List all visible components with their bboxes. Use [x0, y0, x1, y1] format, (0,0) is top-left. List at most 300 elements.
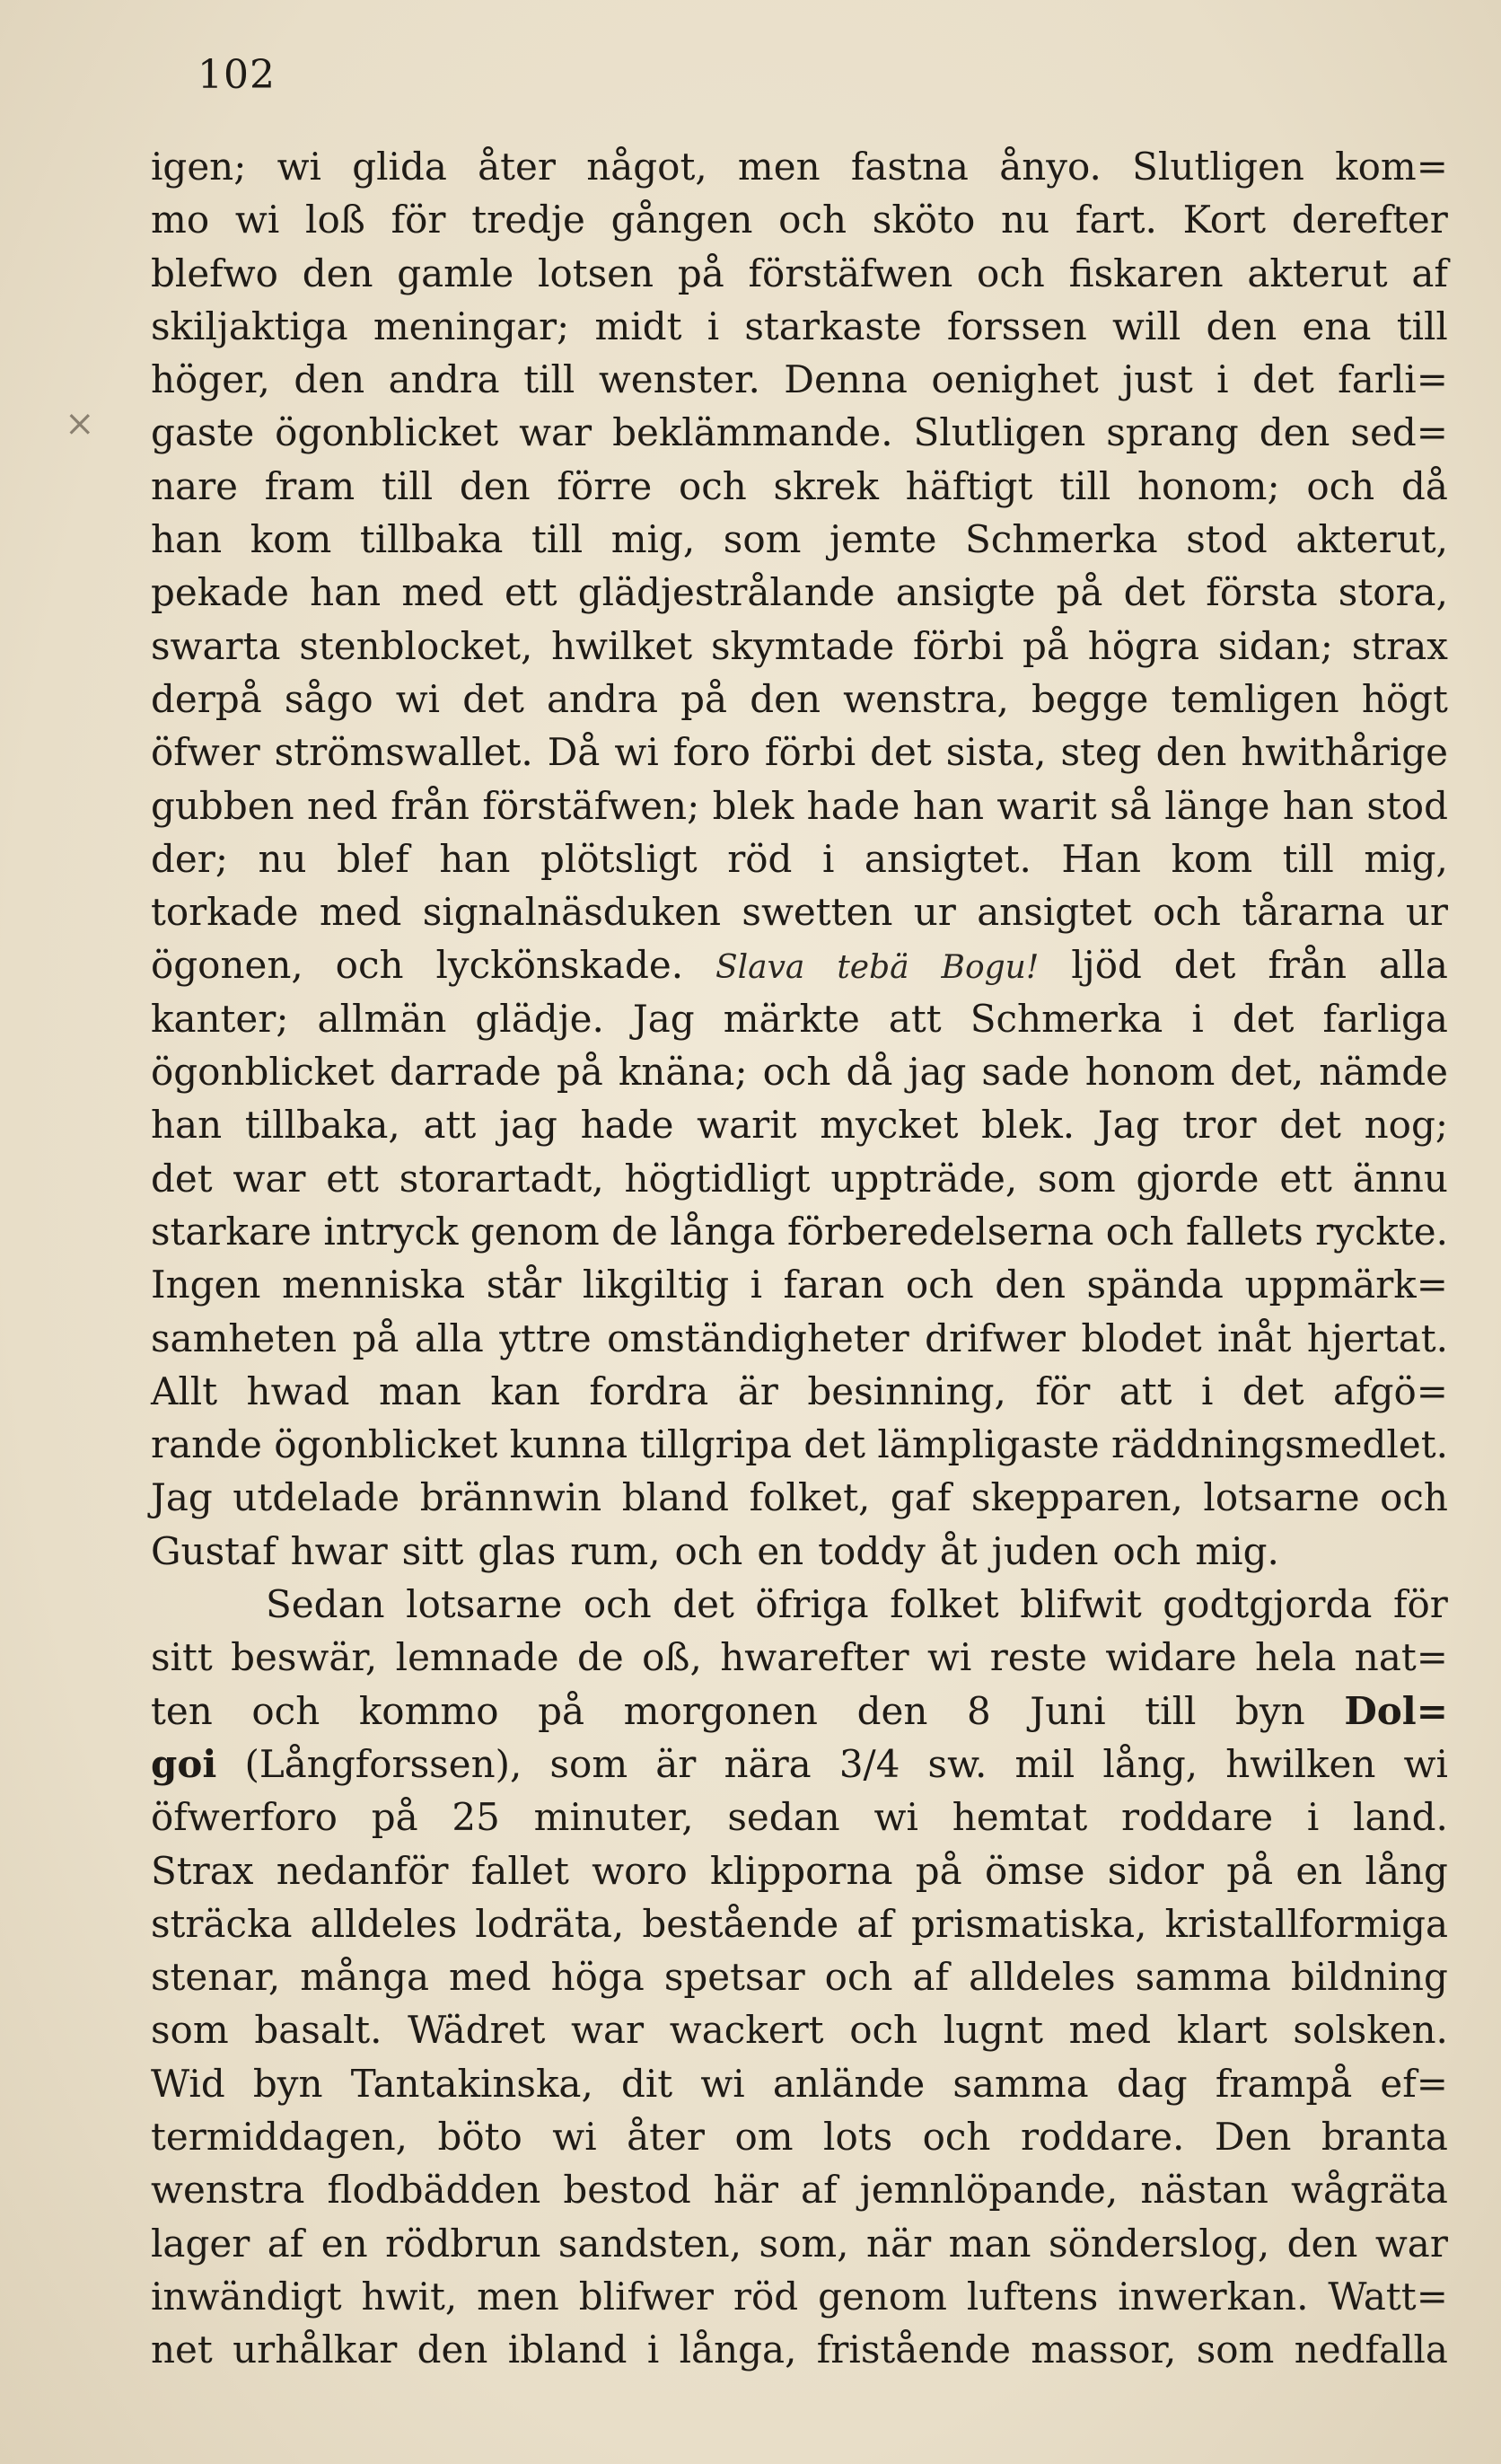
word: jemnlöpande, [859, 2168, 1119, 2213]
word: beklämmande. [612, 410, 893, 455]
word: war [233, 1156, 306, 1201]
text-line [151, 2163, 1448, 2216]
word: något, [586, 145, 707, 189]
word: klart [1176, 2008, 1268, 2053]
word: här [713, 2168, 778, 2213]
word: och [905, 1263, 974, 1307]
word: just [1122, 357, 1193, 402]
word: som [723, 517, 802, 562]
word: lots [823, 2114, 893, 2159]
word: will [1112, 304, 1181, 348]
word: åt [939, 1528, 978, 1573]
word: stenblocket, [299, 623, 533, 668]
word: jag [908, 1050, 967, 1095]
word: mil [1014, 1741, 1075, 1786]
word: wi [395, 676, 441, 721]
word: forssen [946, 304, 1087, 348]
word: sandsten, [557, 2221, 742, 2266]
word: samma [1135, 1955, 1271, 2000]
word: gamle [397, 251, 514, 295]
word: wi [234, 198, 280, 242]
text-line [151, 992, 1448, 1045]
word: i [1216, 357, 1229, 402]
word: tror [1182, 1103, 1257, 1148]
word: det [151, 1156, 213, 1201]
word: på [1056, 570, 1103, 615]
word: för [391, 198, 446, 242]
word: war [1374, 2221, 1448, 2266]
word: godtgjorda [1163, 1582, 1373, 1627]
word: af [1411, 251, 1448, 295]
word: branta [1321, 2114, 1448, 2159]
word: till [1396, 304, 1448, 348]
word: Watt= [1328, 2274, 1448, 2319]
word: och [849, 2008, 918, 2053]
word: Strax [151, 1848, 254, 1893]
word: jag [498, 1103, 557, 1148]
word: oß, [642, 1635, 702, 1680]
word: den [1259, 410, 1330, 455]
word: widare [1105, 1635, 1237, 1680]
word: Juni [1030, 1688, 1106, 1733]
word: kom [250, 517, 332, 562]
word: wågräta [1291, 2168, 1448, 2213]
word: tillbaka, [244, 1103, 400, 1148]
word: faran [783, 1263, 885, 1307]
word: sw. [927, 1741, 988, 1786]
word: reste [989, 1635, 1087, 1680]
word: allmän [317, 996, 447, 1041]
word: sitt [151, 1635, 213, 1680]
word: räddningsmedlet. [1110, 1422, 1448, 1467]
word: en [320, 2221, 368, 2266]
word: blodet [1081, 1316, 1202, 1360]
word: i [750, 1263, 763, 1307]
word: ansigte [895, 570, 1036, 615]
word: förstäfwen [748, 251, 953, 295]
word: första [1206, 570, 1318, 615]
text-line [151, 620, 1448, 673]
word: basalt. [254, 2008, 382, 2053]
word: inwändigt [151, 2274, 342, 2319]
word: är [737, 1368, 778, 1413]
word: högtidligt [624, 1156, 811, 1201]
word: ibland [507, 2328, 628, 2372]
word: och [1105, 1209, 1174, 1254]
word: ten [151, 1688, 213, 1733]
word: öfriga [755, 1582, 869, 1627]
word: blef [337, 836, 409, 881]
word: på [371, 1795, 418, 1840]
word: wi [700, 2061, 745, 2106]
word: afgö= [1333, 1368, 1448, 1413]
word: nu [258, 836, 307, 881]
word: länge [1164, 783, 1270, 828]
word: glida [352, 145, 447, 189]
word: det [870, 730, 932, 775]
word: i [1201, 1368, 1214, 1413]
word: Wädret [408, 2008, 546, 2053]
word: luftens [966, 2274, 1099, 2319]
word: han [439, 836, 511, 881]
word: fristående [816, 2328, 1011, 2372]
word: sköto [872, 198, 976, 242]
word: då [846, 1050, 893, 1095]
text-line [151, 566, 1448, 619]
word: hemtat [952, 1795, 1088, 1840]
word: wi [926, 1635, 972, 1680]
word: det [803, 1422, 866, 1467]
word: ryckte. [1315, 1209, 1448, 1254]
word: i [1306, 1795, 1320, 1840]
word: märkte [723, 996, 860, 1041]
word: samheten [151, 1316, 338, 1360]
word: för [1035, 1368, 1091, 1413]
word: långa, [679, 2328, 797, 2372]
word: warit [996, 783, 1097, 828]
word: åter [627, 2114, 705, 2159]
word: alldeles [310, 1901, 458, 1946]
word: wenster. [598, 357, 760, 402]
word: röd [733, 2274, 799, 2319]
word: förbi [764, 730, 856, 775]
word: på [677, 251, 724, 295]
text-line [151, 460, 1448, 513]
word: öfwer [151, 730, 260, 775]
word: ned [307, 783, 378, 828]
word: som [549, 1741, 628, 1786]
word: den [302, 251, 373, 295]
word: man [948, 2221, 1031, 2266]
word: nära [724, 1741, 812, 1786]
text-line [151, 406, 1448, 459]
word: ljöd [1071, 943, 1142, 988]
word: förberedelserna [787, 1209, 1094, 1254]
word: folket [890, 1582, 999, 1627]
word: den [750, 676, 821, 721]
word: sträcka [151, 1901, 293, 1946]
word: Allt [151, 1368, 218, 1413]
word: i [1191, 996, 1204, 1041]
word: minuter, [533, 1795, 694, 1840]
word: kristallformiga [1164, 1901, 1448, 1946]
word: mo [151, 198, 210, 242]
word: ett [504, 570, 557, 615]
word: den [1286, 2221, 1358, 2266]
word: urhålkar [233, 2328, 398, 2372]
word: sade [981, 1050, 1070, 1095]
word: den [459, 463, 531, 508]
word: genom [818, 2274, 947, 2319]
word: de [611, 1209, 658, 1254]
word: 3/4 [838, 1741, 900, 1786]
word: akterut [1247, 251, 1388, 295]
word: tredje [471, 198, 585, 242]
word: och [1380, 1475, 1448, 1520]
word: att [1119, 1368, 1172, 1413]
word: roddare. [1020, 2114, 1185, 2159]
word: sprang [1106, 410, 1239, 455]
word: Denna [784, 357, 908, 402]
text-line [151, 2323, 1448, 2376]
word: kan [490, 1368, 560, 1413]
word: som [1196, 2328, 1275, 2372]
text-line [151, 2110, 1448, 2163]
word: som, [759, 2221, 849, 2266]
word: derpå [151, 676, 262, 721]
word: de [576, 1635, 624, 1680]
word: tebä [837, 949, 909, 987]
word: när [865, 2221, 932, 2266]
word: gaste [151, 410, 255, 455]
word: jemte [830, 517, 937, 562]
word: oenighet [931, 357, 1099, 402]
word: anlände [772, 2061, 926, 2106]
text-line [151, 140, 1448, 193]
word: på [352, 1316, 399, 1360]
text-line [151, 1738, 1448, 1791]
word: ömse [984, 1848, 1085, 1893]
word: lemnade [395, 1635, 559, 1680]
word: mig. [1195, 1528, 1279, 1573]
word: hwarefter [720, 1635, 909, 1680]
text-line [151, 2003, 1448, 2056]
text-line [151, 513, 1448, 566]
word: wi [552, 2114, 597, 2159]
word: strömswallet. [274, 730, 533, 775]
word: ögonblicket [275, 410, 499, 455]
word: Tantakinska, [350, 2061, 593, 2106]
text-line [151, 1098, 1448, 1151]
word: uppträde, [830, 1156, 1018, 1201]
text-line [151, 1791, 1448, 1844]
word: prismatiska, [910, 1901, 1147, 1946]
word: pekade [151, 570, 289, 615]
word: blifwer [578, 2274, 714, 2319]
word: den [294, 357, 365, 402]
word: i [707, 304, 720, 348]
word: fallets [1185, 1209, 1304, 1254]
word: likgiltig [582, 1263, 730, 1307]
word: hade [806, 783, 900, 828]
page-number: 102 [198, 52, 276, 98]
word: Slutligen [913, 410, 1086, 455]
word: röd [727, 836, 793, 881]
word: hwilket [551, 623, 693, 668]
word: det [1252, 357, 1314, 402]
word: och [251, 1688, 320, 1733]
word: står [486, 1263, 562, 1307]
word: uppmärk= [1244, 1263, 1448, 1307]
word: spetsar [663, 1955, 805, 2000]
word: midt [594, 304, 682, 348]
word: plötsligt [540, 836, 698, 881]
word: han [151, 517, 223, 562]
word: på [680, 676, 728, 721]
word: Jag [632, 996, 695, 1041]
word: war [571, 2008, 645, 2053]
word: starkare [151, 1209, 312, 1254]
word: hjertat. [1306, 1316, 1448, 1360]
word: hade [580, 1103, 674, 1148]
word: ögonblicket [274, 1422, 498, 1467]
word: han [912, 783, 985, 828]
word: kommo [358, 1688, 499, 1733]
text-line [151, 1897, 1448, 1950]
word: farliga [1322, 996, 1448, 1041]
word: stod [1186, 517, 1268, 562]
word: rande [151, 1422, 262, 1467]
word: utdelade [233, 1475, 400, 1520]
word: ansigtet [977, 890, 1132, 935]
word: till [1145, 1688, 1197, 1733]
word: om [734, 2114, 794, 2159]
word: Han [1061, 836, 1142, 881]
word: och [824, 1955, 893, 2000]
word: långa [670, 1209, 776, 1254]
text-line [151, 832, 1448, 885]
text-line [151, 1418, 1448, 1471]
word: och [1153, 890, 1221, 935]
word: Jag [151, 1475, 213, 1520]
word: fastna [850, 145, 969, 189]
word: på [1226, 1848, 1274, 1893]
word: folket, [749, 1475, 871, 1520]
word: fiskaren [1068, 251, 1224, 295]
word: signalnäsduken [422, 890, 722, 935]
word: det, [1230, 1050, 1304, 1095]
word: till [523, 357, 575, 402]
word: nästan [1140, 2168, 1268, 2213]
text-line [151, 1205, 1448, 1258]
word: och [1306, 463, 1375, 508]
word: war [519, 410, 592, 455]
word: fallet [470, 1848, 569, 1893]
word: förstäfwen; [482, 783, 700, 828]
word: blek. [981, 1103, 1075, 1148]
word: med [1068, 2008, 1152, 2053]
word: ett [326, 1156, 379, 1201]
word: tårarna [1242, 890, 1385, 935]
text-line [151, 353, 1448, 406]
word: kom= [1335, 145, 1448, 189]
word: nedanför [276, 1848, 449, 1893]
word: med [449, 1955, 531, 2000]
word: rödbrun [385, 2221, 541, 2266]
word: gubben [151, 783, 294, 828]
word: loß [305, 198, 365, 242]
word: Slava [715, 949, 805, 987]
word: hwithårige [1241, 730, 1448, 775]
word: Sedan [266, 1582, 385, 1627]
word: lotsen [538, 251, 654, 295]
word: den [417, 2328, 488, 2372]
word: från [391, 783, 470, 828]
word: wenstra, [843, 676, 1009, 721]
word: Slutligen [1132, 145, 1304, 189]
word: kunna [509, 1422, 628, 1467]
word: af [856, 1901, 893, 1946]
word: stenar, [151, 1955, 281, 2000]
word: hela [1254, 1635, 1337, 1680]
word: alla [414, 1316, 484, 1360]
word: och [674, 1528, 743, 1573]
word: woro [592, 1848, 688, 1893]
word: Schmerka [965, 517, 1158, 562]
word: man [378, 1368, 461, 1413]
word: Jag [1097, 1103, 1160, 1148]
word: förbi [912, 623, 1005, 668]
word: storartadt, [399, 1156, 604, 1201]
text-line [151, 1844, 1448, 1897]
word: igen; [151, 145, 247, 189]
word: Ingen [151, 1263, 261, 1307]
word: steg [1060, 730, 1142, 775]
word: skymtade [710, 623, 895, 668]
text-line [151, 2217, 1448, 2270]
word: till [531, 517, 584, 562]
word: att [423, 1103, 477, 1148]
word: skepparen, [970, 1475, 1183, 1520]
word: wenstra [151, 2168, 305, 2213]
word: till [381, 463, 434, 508]
text-line [151, 726, 1448, 779]
word: ur [913, 890, 956, 935]
text-line [151, 885, 1448, 938]
text-line [151, 938, 1448, 991]
word: wi [276, 145, 321, 189]
word: med [401, 570, 484, 615]
word: på [1022, 623, 1069, 668]
word: som [1038, 1156, 1116, 1201]
word: till [1059, 463, 1111, 508]
word: hwad [246, 1368, 350, 1413]
word: förre [557, 463, 653, 508]
word: sågo [284, 676, 373, 721]
word: höga [550, 1955, 645, 2000]
word: som [151, 2008, 229, 2053]
word: mig, [610, 517, 696, 562]
word: sidor [1107, 1848, 1204, 1893]
word: Då [547, 730, 601, 775]
word: torkade [151, 890, 299, 935]
text-line [151, 1312, 1448, 1365]
word: och [762, 1050, 831, 1095]
word: nat= [1354, 1635, 1448, 1680]
text-line [151, 1365, 1448, 1418]
word: rum, [570, 1528, 661, 1573]
word: roddare [1121, 1795, 1274, 1840]
word: och [778, 198, 847, 242]
word: ett [1279, 1156, 1332, 1201]
word: wi [1403, 1741, 1448, 1786]
text-line [151, 1631, 1448, 1684]
text-line [151, 1578, 1448, 1631]
word: många [300, 1955, 430, 2000]
word: sidan; [1217, 623, 1333, 668]
word: och [678, 463, 747, 508]
word: bestod [563, 2168, 691, 2213]
word: dag [1116, 2061, 1188, 2106]
word: solsken. [1293, 2008, 1448, 2053]
word: wi [614, 730, 659, 775]
word: af [912, 1955, 950, 2000]
word: sedan [727, 1795, 840, 1840]
word: honom [1084, 1050, 1216, 1095]
word: öfwerforo [151, 1795, 338, 1840]
word: nog; [1364, 1103, 1448, 1148]
word: lotsarne [1203, 1475, 1360, 1520]
